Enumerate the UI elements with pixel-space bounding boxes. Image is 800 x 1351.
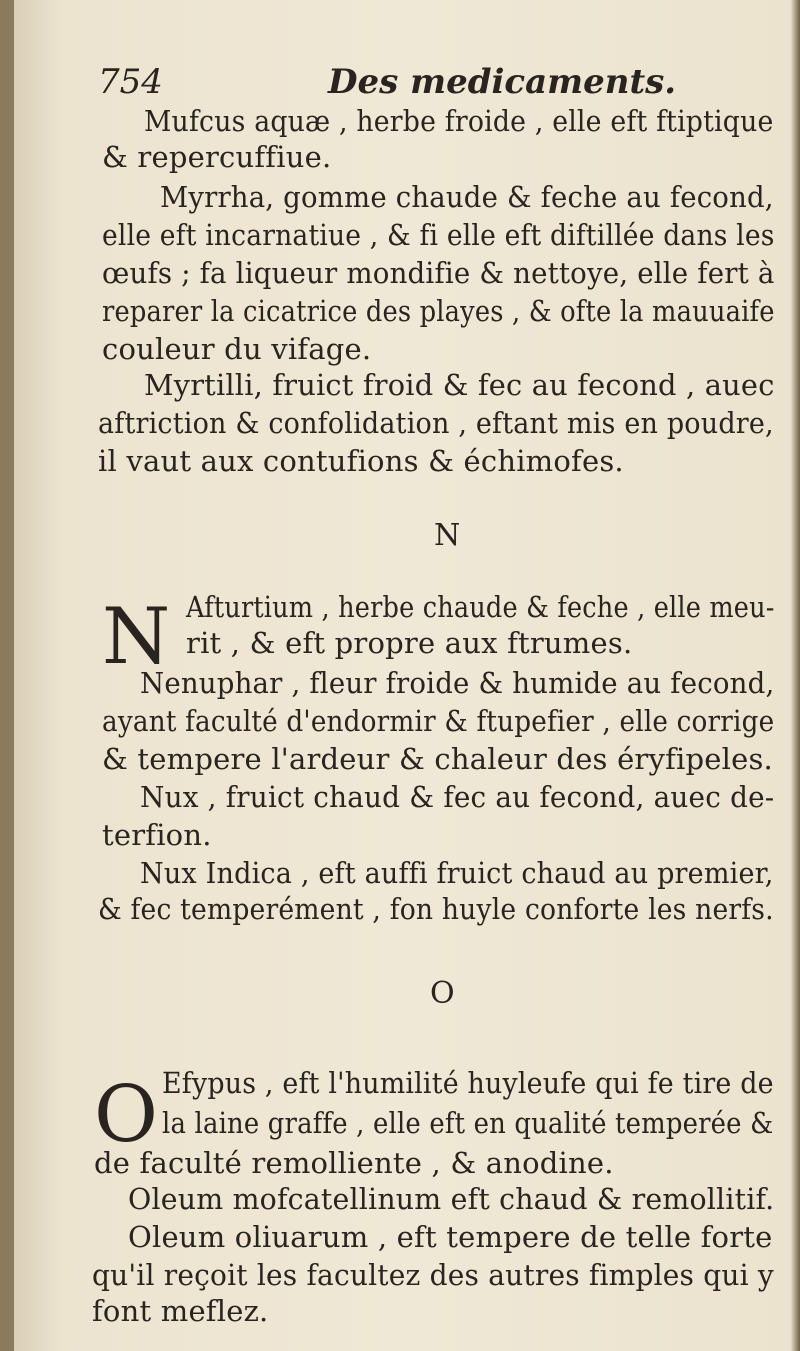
text-line: œufs ; fa liqueur mondifie & nettoye, elle fert à xyxy=(102,256,775,290)
text-line: Oleum mofcatellinum eft chaud & remollitif. xyxy=(128,1182,775,1216)
text-line: rit , & eft propre aux ftrumes. xyxy=(186,626,633,660)
text-line: terfion. xyxy=(102,818,212,852)
section-letter-n: N xyxy=(434,518,461,553)
text-line: Myrtilli, fruict froid & fec au fecond , auec xyxy=(144,368,775,402)
text-line: Afturtium , herbe chaude & feche , elle meu- xyxy=(186,590,775,624)
page-number: 754 xyxy=(98,62,163,102)
text-line: Mufcus aquæ , herbe froide , elle eft ftiptique xyxy=(144,104,774,138)
section-letter-o: O xyxy=(430,976,455,1011)
text-line: & tempere l'ardeur & chaleur des éryfipeles. xyxy=(102,742,773,776)
book-page xyxy=(14,0,800,1351)
text-line: qu'il reçoit les facultez des autres fimples qui y xyxy=(92,1258,774,1292)
text-line: couleur du vifage. xyxy=(102,332,372,366)
drop-cap-o: O xyxy=(94,1070,158,1160)
text-line: la laine graffe , elle eft en qualité temperée & xyxy=(162,1106,774,1140)
text-line: elle eft incarnatiue , & fi elle eft diftillée dans les xyxy=(102,218,775,252)
text-line: reparer la cicatrice des playes , & ofte la mauuaife xyxy=(102,294,775,328)
text-line: font meflez. xyxy=(92,1294,269,1328)
text-line: aftriction & confolidation , eftant mis en poudre, xyxy=(98,406,774,440)
text-line: Oleum oliuarum , eft tempere de telle forte xyxy=(128,1220,773,1254)
text-line: Efypus , eft l'humilité huyleufe qui fe tire de xyxy=(162,1066,774,1100)
drop-cap-n: N xyxy=(102,592,171,682)
running-title: Des medicaments. xyxy=(328,62,677,102)
text-line: Nux Indica , eft auffi fruict chaud au premier, xyxy=(140,856,774,890)
text-line: Nenuphar , fleur froide & humide au fecond, xyxy=(140,666,775,700)
text-line: il vaut aux contufions & échimofes. xyxy=(98,444,624,478)
text-line: de faculté remolliente , & anodine. xyxy=(94,1146,614,1180)
text-line: & repercuffiue. xyxy=(102,140,332,174)
text-line: ayant faculté d'endormir & ftupefier , elle corrige xyxy=(102,704,775,738)
text-line: & fec temperément , fon huyle conforte les nerfs. xyxy=(98,892,774,926)
text-line: Myrrha, gomme chaude & feche au fecond, xyxy=(160,180,774,214)
text-line: Nux , fruict chaud & fec au fecond, auec de- xyxy=(140,780,775,814)
page-binding-shadow xyxy=(790,0,800,1351)
